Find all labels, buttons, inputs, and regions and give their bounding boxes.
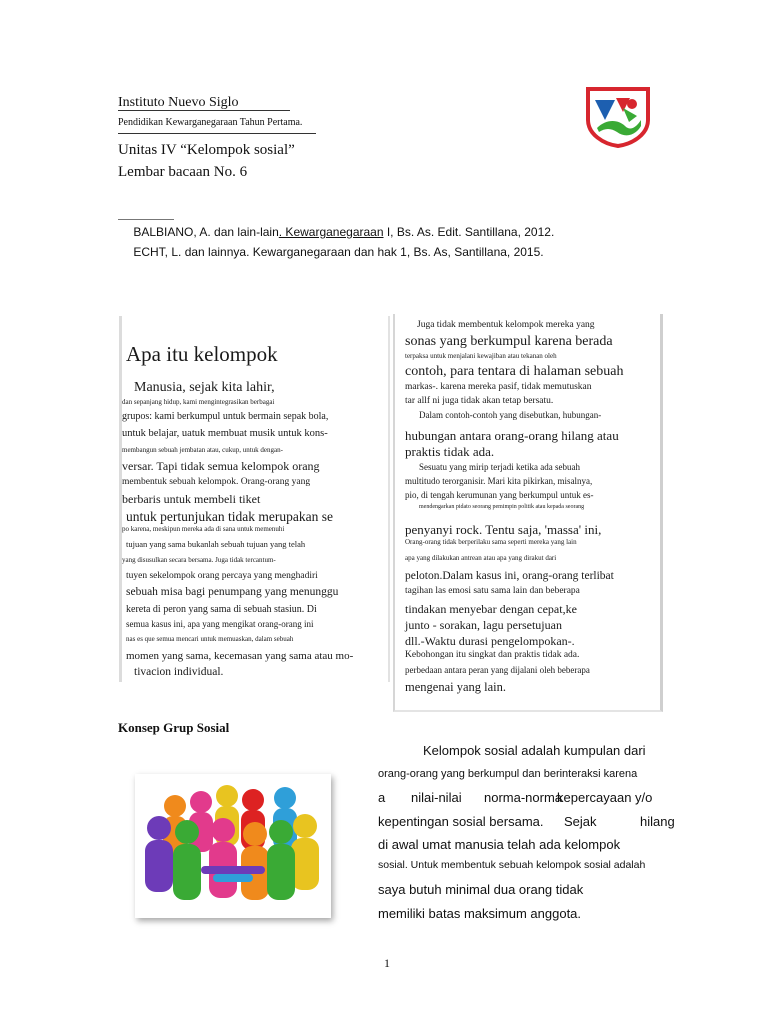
scan-line: apa yang dilakukan antrean atau apa yang dirakut dari (405, 554, 557, 562)
scan-line: sonas yang berkumpul karena berada (405, 334, 613, 349)
scan-line: semua kasus ini, apa yang mengikat orang-orang ini (126, 619, 314, 629)
paragraph-line: Kelompok sosial adalah kumpulan dari (423, 743, 646, 758)
scan-line: po karena, meskipun mereka ada di sana untuk memenuhi (122, 525, 285, 533)
scan-line: Dalam contoh-contoh yang disebutkan, hubungan- (419, 410, 602, 420)
scan-line: untuk pertunjukan tidak merupakan se (126, 509, 333, 524)
school-shield-icon (585, 86, 651, 148)
scan-line: untuk belajar, uatuk membuat musik untuk kons- (122, 428, 328, 439)
scan-line: tivacion individual. (134, 666, 224, 678)
scan-line: membangun sebuah jembatan atau, cukup, untuk dengan- (122, 446, 283, 454)
scan-line: grupos: kami berkumpul untuk bermain sepak bola, (122, 411, 329, 422)
paragraph-line: orang-orang yang berkumpul dan berinteraksi karena (378, 768, 638, 780)
scan-line: perbedaan antara peran yang dijalani oleh beberapa (405, 665, 590, 675)
scan-line: tindakan menyebar dengan cepat,ke (405, 602, 577, 616)
scan-line: tagihan las emosi satu sama lain dan beberapa (405, 586, 580, 596)
scan-line: yang disusulkan secara bersama. Juga tidak tercantum- (122, 556, 276, 564)
paragraph-word: hilang (640, 814, 675, 829)
scan-line: membentuk sebuah kelompok. Orang-orang yang (122, 477, 311, 487)
scan-line: tar allf ni juga tidak akan tetap bersatu. (405, 396, 554, 406)
reference-link[interactable]: . Kewarganegaraan (278, 225, 384, 239)
scan-line: nas es que semua mencari untuk memuaskan, dalam sebuah (126, 635, 294, 643)
scan-line: junto - sorakan, lagu persetujuan (405, 618, 562, 632)
scan-line: multitudo terorganisir. Mari kita pikirkan, misalnya, (405, 476, 593, 486)
scan-line: praktis tidak ada. (405, 444, 495, 459)
scan-line: peloton.Dalam kasus ini, orang-orang terlibat (405, 570, 614, 582)
paragraph-line: di awal umat manusia telah ada kelompok (378, 837, 621, 852)
paragraph-line: memiliki batas maksimum anggota. (378, 906, 582, 921)
reference-text: BALBIANO, A. dan lain-lain (133, 225, 279, 239)
subtitle-underline (118, 133, 316, 134)
page-number: 1 (384, 956, 390, 970)
section-heading: Konsep Grup Sosial (118, 720, 230, 735)
scan-line: momen yang sama, kecemasan yang sama atau mo- (126, 650, 354, 662)
scan-line: kereta di peron yang sama di sebuah stasiun. Di (126, 604, 317, 615)
institution-underline (118, 110, 290, 111)
reference-text: ECHT, L. dan lainnya. Kewarganegaraan dan hak 1, Bs. As, Santillana, 2015. (133, 245, 544, 259)
scan-title: Apa itu kelompok (126, 342, 278, 366)
scanned-article-right (393, 314, 663, 712)
scan-line: mendengarkan pidato seorang pemimpin politik atau kepada seorang (419, 504, 585, 510)
paragraph-word: Sejak (564, 814, 597, 829)
scan-line: Juga tidak membentuk kelompok mereka yang (417, 320, 595, 330)
scan-line: markas-. karena mereka pasif, tidak memutuskan (405, 382, 592, 392)
scan-line: contoh, para tentara di halaman sebuah (405, 364, 624, 379)
paragraph-line: saya butuh minimal dua orang tidak (378, 882, 584, 897)
institution-name: Instituto Nuevo Siglo (118, 95, 239, 110)
scan-line: versar. Tapi tidak semua kelompok orang (122, 459, 320, 473)
paragraph-word: kepercayaan y/o (557, 790, 653, 805)
scan-line: Orang-orang tidak berperilaku sama seperti mereka yang lain (405, 538, 577, 546)
scan-line: Kebohongan itu singkat dan praktis tidak ada. (405, 650, 580, 660)
scan-line: penyanyi rock. Tentu saja, 'massa' ini, (405, 522, 602, 537)
scan-line: dan sepanjang hidup, kami mengintegrasikan berbagai (122, 398, 275, 406)
sheet-title: Lembar bacaan No. 6 (118, 164, 248, 180)
reference-item (118, 225, 554, 239)
scan-line: Manusia, sejak kita lahir, (134, 380, 275, 395)
scan-line: tujuan yang sama bukanlah sebuah tujuan yang telah (126, 539, 306, 549)
scan-line: pio, di tengah kerumunan yang berkumpul untuk es- (405, 490, 594, 500)
references-separator (118, 219, 174, 220)
course-subtitle: Pendidikan Kewarganegaraan Tahun Pertama. (118, 117, 303, 128)
scan-line: sebuah misa bagi penumpang yang menunggu (126, 586, 339, 598)
scan-line: Sesuatu yang mirip terjadi ketika ada sebuah (419, 462, 580, 472)
paragraph-line: sosial. Untuk membentuk sebuah kelompok sosial adalah (378, 859, 646, 871)
reference-item (118, 245, 544, 259)
paragraph-word: a (378, 790, 386, 805)
unit-title: Unitas IV “Kelompok sosial” (118, 142, 295, 158)
scan-line: berbaris untuk membeli tiket (122, 492, 261, 506)
scan-line: mengenai yang lain. (405, 680, 507, 694)
paragraph-word: nilai-nilai (411, 790, 462, 805)
people-group-icon (135, 774, 331, 918)
scan-line: tuyen sekelompok orang percaya yang menghadiri (126, 571, 318, 581)
scan-line: terpaksa untuk menjalani kewajiban atau tekanan oleh (405, 352, 557, 360)
scan-line: hubungan antara orang-orang hilang atau (405, 428, 619, 443)
scan-line: dll.-Waktu durasi pengelompokan-. (405, 634, 575, 648)
paragraph-word: norma-norma (484, 790, 563, 805)
paragraph-word: kepentingan sosial bersama. (378, 814, 544, 829)
reference-text: I, Bs. As. Edit. Santillana, 2012. (383, 225, 555, 239)
scanned-article-left (119, 316, 390, 682)
